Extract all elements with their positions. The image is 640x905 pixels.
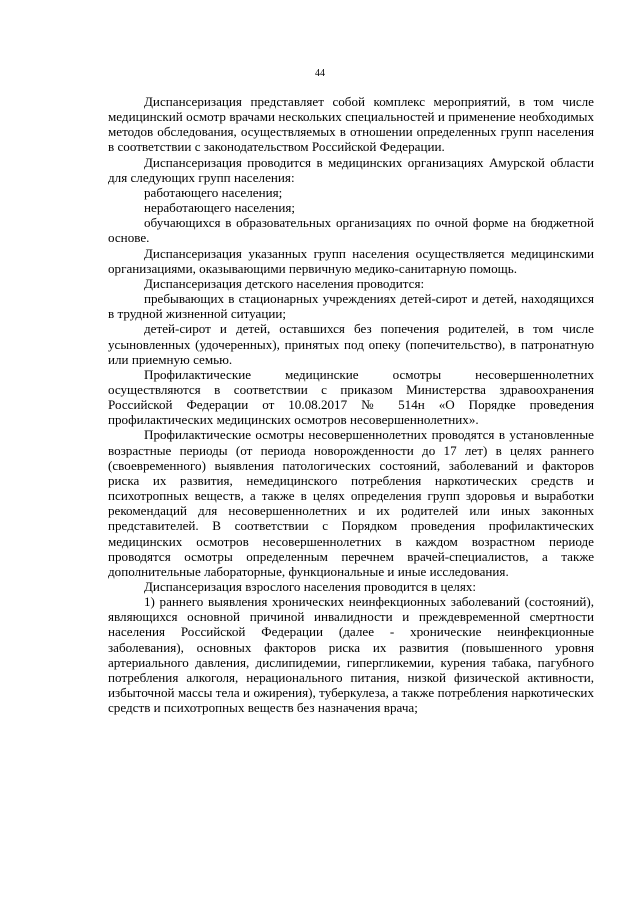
list-item-nonworking: неработающего населения; xyxy=(144,200,296,216)
list-item-students: обучающихся в образовательных организациях по очной форме на бюджетной основе. xyxy=(108,215,594,246)
paragraph-definition: Диспансеризация представляет собой комплекс мероприятий, в том числе медицинский осмотр врачами нескольких специальностей и применение необходимых методов обследования, осуществляемых в отношении определенных групп населения в соответствии с законодательством Российской Федерации. xyxy=(108,94,594,155)
paragraph-adult-goals: Диспансеризация взрослого населения проводится в целях: xyxy=(144,579,477,594)
paragraph-preventive-exams-periods: Профилактические осмотры несовершеннолетних проводятся в установленные возрастные периоды (от периода новорожденности до 17 лет) в целях раннего (своевременного) выявления патологических состояний, заболеваний и факторов риска их развития, немедицинского потребления наркотических средств и психотропных веществ, а также в целях определения групп здоровья и выработки рекомендаций для несовершеннолетних и их родителей или иных законных представителей. В соответствии с Порядком проведения профилактических медицинских осмотров несовершеннолетних в каждом возрастном периоде проводятся осмотры определенным перечнем врачей-специалистов, а также дополнительные лабораторные, функциональные и иные исследования. xyxy=(108,427,594,579)
list-item-orphans-families: детей-сирот и детей, оставшихся без попечения родителей, в том числе усыновленных (удочеренных), принятых под опеку (попечительство), в патронатную или приемную семью. xyxy=(108,321,594,367)
paragraph-preventive-exams-order: Профилактические медицинские осмотры несовершеннолетних осуществляются в соответствии с приказом Министерства здравоохранения Российской Федерации от 10.08.2017 № 514н «О Порядке проведения профилактических медицинских осмотров несовершеннолетних». xyxy=(108,366,594,428)
list-item-working: работающего населения; xyxy=(144,184,283,200)
paragraph-organizations: Диспансеризация указанных групп населения осуществляется медицинскими организациями, оказывающими первичную медико-санитарную помощь. xyxy=(108,245,594,276)
paragraph-groups-intro: Диспансеризация проводится в медицинских организациях Амурской области для следующих групп населения: xyxy=(108,154,594,185)
list-item-orphans-institutions: пребывающих в стационарных учреждениях детей-сирот и детей, находящихся в трудной жизненной ситуации; xyxy=(108,291,594,322)
paragraph-children-intro: Диспансеризация детского населения проводится: xyxy=(144,275,425,291)
page-number: 44 xyxy=(315,68,325,79)
list-item-goal-1: 1) раннего выявления хронических неинфекционных заболеваний (состояний), являющихся основной причиной инвалидности и преждевременной смертности населения Российской Федерации (далее - хронические неинфекционные заболевания), основных факторов риска их развития (повышенного уровня артериального давления, дислипидемии, гипергликемии, курения табака, пагубного потребления алкоголя, нерационального питания, низкой физической активности, избыточной массы тела и ожирения), туберкулеза, а также потребления наркотических средств и психотропных веществ без назначения врача; xyxy=(108,594,594,716)
document-body xyxy=(108,94,594,715)
